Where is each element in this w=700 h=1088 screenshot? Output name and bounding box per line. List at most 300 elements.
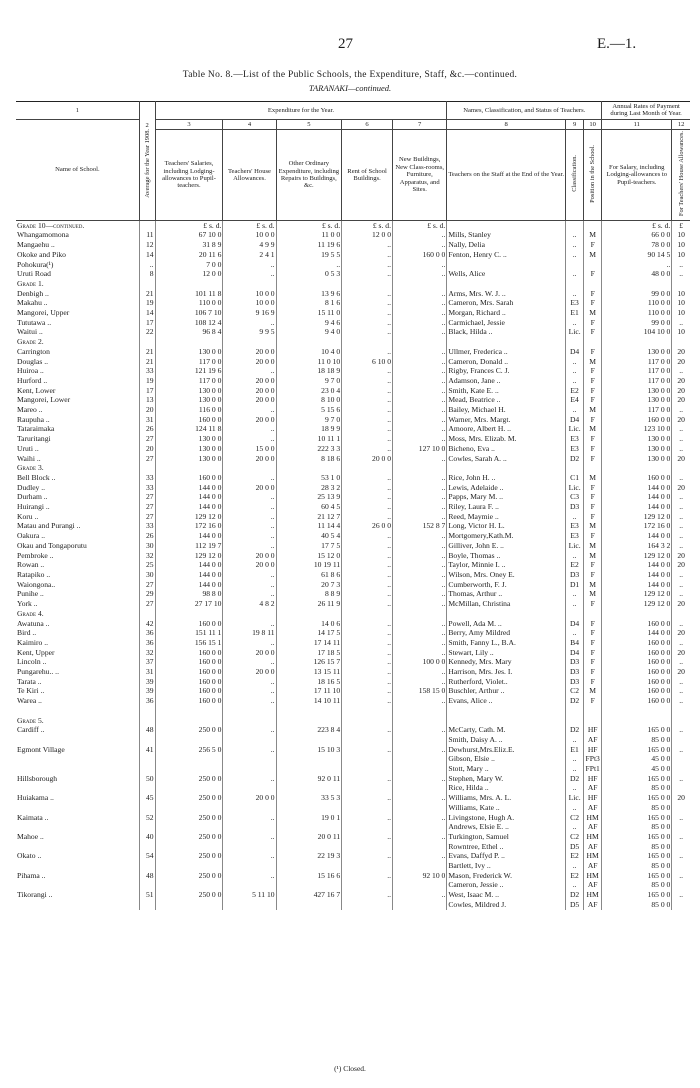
cell-nb: 158 15 0 <box>393 686 447 696</box>
cell-t8: Reed, Maymie .. <box>447 512 566 522</box>
cell-ha: .. <box>223 619 276 629</box>
cell-cl: D2 <box>566 890 584 900</box>
table-row <box>16 308 690 318</box>
cell-p: HF <box>584 774 602 784</box>
cell-a: 27 <box>139 434 155 444</box>
cell-ts: 250 0 0 <box>155 851 223 861</box>
cell-rent: .. <box>342 327 393 337</box>
table-row <box>16 871 690 881</box>
cell-cl: .. <box>566 357 584 367</box>
cell-n: Kaimata .. <box>16 813 139 823</box>
cell-hal: 10 <box>677 240 685 250</box>
cell-nb <box>393 764 447 774</box>
cell-hal: 10 <box>677 230 685 240</box>
cell-cl: C1 <box>566 473 584 483</box>
cell-cl: D3 <box>566 667 584 677</box>
cell-rent: .. <box>342 570 393 580</box>
cell-nb: .. <box>393 580 447 590</box>
cell-oe: 8 10 0 <box>276 395 342 405</box>
cell-ts: 27 17 10 <box>155 599 223 609</box>
series-code: E.—1. <box>597 36 637 52</box>
cell-cl: .. <box>566 589 584 599</box>
cell-a: 26 <box>139 424 155 434</box>
cell-p: F <box>584 677 602 687</box>
cell-ts: 160 0 0 <box>155 473 223 483</box>
cell-rent: .. <box>342 308 393 318</box>
cell-ha: .. <box>223 580 276 590</box>
cell-cl: E2 <box>566 560 584 570</box>
cell-t8: Gibson, Elsie .. <box>447 754 566 764</box>
cell-ts: 130 0 0 <box>155 347 223 357</box>
names-group-header: Names, Classification, and Status of Teachers. <box>447 102 602 120</box>
cell-ts: 31 8 9 <box>155 240 223 250</box>
cell-a: 54 <box>139 851 155 861</box>
cell-ha: .. <box>223 774 276 784</box>
table-row <box>16 745 690 755</box>
table-row <box>16 880 690 890</box>
cell-sal: 129 12 0 <box>602 551 672 561</box>
cell-p: FPt3 <box>585 754 600 764</box>
cell-ts <box>155 803 223 813</box>
cell-ha: .. <box>223 851 276 861</box>
cell-hal: .. <box>679 657 684 667</box>
table-row <box>16 512 690 522</box>
cell-sal: 165 0 0 <box>602 871 672 881</box>
table-row <box>16 492 690 502</box>
cell-cl: E3 <box>566 531 584 541</box>
table-row <box>16 483 690 493</box>
cell-hal <box>672 842 690 852</box>
cell-p: AF <box>584 842 602 852</box>
cell-ts: 130 0 0 <box>155 386 223 396</box>
cell-rent <box>342 764 393 774</box>
cell-ts: 156 15 1 <box>155 638 223 648</box>
cell-t8 <box>447 260 566 270</box>
cell-sal: 144 0 0 <box>602 628 672 638</box>
expenditure-group-header: Expenditure for the Year. <box>155 102 447 120</box>
cell-nb <box>393 735 447 745</box>
cell-n: Koru .. <box>16 512 139 522</box>
cell-ts: 67 10 0 <box>155 230 223 240</box>
cell-ts: 160 0 0 <box>155 415 223 425</box>
cell-hal <box>672 764 690 774</box>
cell-ts: 117 0 0 <box>155 376 223 386</box>
cell-oe: 13 9 6 <box>276 289 342 299</box>
cell-hal: .. <box>679 443 684 453</box>
cell-ts: 160 0 0 <box>155 619 223 629</box>
cell-rent: .. <box>342 657 393 667</box>
cell-oe: 11 19 6 <box>276 240 342 250</box>
cell-a: 11 <box>139 230 155 240</box>
cell-nb <box>393 803 447 813</box>
cell-ts <box>155 754 223 764</box>
cell-n: Punihe .. <box>16 589 139 599</box>
cell-oe: 8 18 6 <box>276 454 342 464</box>
cell-hal: 10 <box>677 298 685 308</box>
cell-n: Uruti Road <box>16 269 139 279</box>
cell-sal: 144 0 0 <box>602 570 672 580</box>
cell-ts: 160 0 0 <box>155 667 223 677</box>
cell-oe: 14 17 5 <box>276 628 342 638</box>
cell-nb: .. <box>393 289 447 299</box>
cell-t8: Kennedy, Mrs. Mary <box>447 657 566 667</box>
cell-hal: 10 <box>677 288 685 298</box>
cell-ha: .. <box>223 502 276 512</box>
cell-oe: 25 13 9 <box>276 492 342 502</box>
cell-rent: .. <box>342 832 393 842</box>
cell-ha: .. <box>223 686 276 696</box>
cell-t8: Wells, Alice <box>447 269 566 279</box>
cell-t8: Cameron, Mrs. Sarah <box>447 298 566 308</box>
cell-ts: 12 0 0 <box>155 269 223 279</box>
table-row <box>16 230 690 240</box>
cell-nb: .. <box>393 347 447 357</box>
table-row <box>16 589 690 599</box>
cell-t8: Mason, Frederick W. <box>447 871 566 881</box>
cell-cl: .. <box>566 783 584 793</box>
cell-sal: 160 0 0 <box>602 696 672 706</box>
cell-ha: .. <box>223 745 276 755</box>
cell-oe: 222 3 3 <box>276 444 342 454</box>
cell-ts <box>155 764 223 774</box>
cell-n: Bird .. <box>16 628 139 638</box>
cell-cl: D2 <box>566 696 584 706</box>
cell-sal: 160 0 0 <box>602 638 672 648</box>
cell-rent: .. <box>342 725 393 735</box>
cell-n: Te Kiri .. <box>16 686 139 696</box>
cell-nb: .. <box>393 308 447 318</box>
cell-sal: 160 0 0 <box>602 473 672 483</box>
cell-nb: .. <box>393 628 447 638</box>
cell-rent: .. <box>342 395 393 405</box>
cell-sal: 110 0 0 <box>602 308 672 318</box>
cell-ha: .. <box>223 366 276 376</box>
cell-ts: 129 12 0 <box>155 551 223 561</box>
cell-ts: 160 0 0 <box>155 657 223 667</box>
cell-a <box>139 842 155 852</box>
table-row <box>16 832 690 842</box>
cell-a: 42 <box>139 619 155 629</box>
cell-oe: 14 0 6 <box>276 619 342 629</box>
table-row <box>16 347 690 357</box>
cell-t8: Smith, Fanny L., B.A. <box>447 638 566 648</box>
cell-sal: 85 0 0 <box>602 861 672 871</box>
cell-hal <box>672 803 690 813</box>
cell-t8: Lewis, Adelaide .. <box>447 483 566 493</box>
cell-ha: 20 0 0 <box>223 395 276 405</box>
cell-n: Mangaehu .. <box>16 240 139 250</box>
cell-n: Oakura .. <box>16 531 139 541</box>
cell-ha: 20 0 0 <box>223 560 276 570</box>
cell-p: AF <box>584 735 602 745</box>
cell-nb: .. <box>393 667 447 677</box>
cell-t8: Mills, Stanley <box>447 230 566 240</box>
cell-oe: 19 5 5 <box>276 250 342 260</box>
cell-p: M <box>584 357 602 367</box>
table-row <box>16 803 690 813</box>
cell-a: 27 <box>139 512 155 522</box>
cell-p: F <box>584 619 602 629</box>
col-6-header: Rent of School Buildings. <box>342 130 393 220</box>
cell-n: Hurford .. <box>16 376 139 386</box>
cell-p: AF <box>584 880 602 890</box>
cell-cl: .. <box>566 318 584 328</box>
cell-a: 20 <box>139 444 155 454</box>
cell-t8: Powell, Ada M. .. <box>447 619 566 629</box>
table-row <box>16 318 690 328</box>
cell-p <box>584 260 602 270</box>
table-row <box>16 764 690 774</box>
table-row <box>16 696 690 706</box>
cell-rent: .. <box>342 415 393 425</box>
cell-p: M <box>584 424 602 434</box>
cell-cl: D3 <box>566 677 584 687</box>
table-row <box>16 570 690 580</box>
table-row <box>16 289 690 299</box>
cell-a: 8 <box>139 269 155 279</box>
cell-nb: .. <box>393 851 447 861</box>
cell-cl: D3 <box>566 570 584 580</box>
cell-sal: 85 0 0 <box>602 842 672 852</box>
cell-ts <box>155 822 223 832</box>
cell-t8: Taylor, Minnie I. .. <box>447 560 566 570</box>
cell-ts: 20 11 6 <box>155 250 223 260</box>
table-row <box>16 541 690 551</box>
cell-p: F <box>584 512 602 522</box>
cell-ha: 20 0 0 <box>223 357 276 367</box>
cell-n: Tututawa .. <box>16 318 139 328</box>
cell-nb: .. <box>393 774 447 784</box>
cell-n: Denbigh .. <box>16 289 139 299</box>
cell-t8: Boyle, Thomas .. <box>447 551 566 561</box>
cell-oe: 40 5 4 <box>276 531 342 541</box>
cell-a: 19 <box>139 376 155 386</box>
cell-ts: 112 19 7 <box>155 541 223 551</box>
cell-t8: Wilson, Mrs. Oney E. <box>447 570 566 580</box>
cell-hal: 20 <box>677 395 685 405</box>
cell-rent <box>342 754 393 764</box>
cell-n: Lincoln .. <box>16 657 139 667</box>
cell-ha: .. <box>223 405 276 415</box>
cell-a: 51 <box>139 890 155 900</box>
table-row <box>16 415 690 425</box>
cell-t8: Williams, Mrs. A. L. <box>447 793 566 803</box>
cell-rent: .. <box>342 648 393 658</box>
cell-cl: Lic. <box>566 483 584 493</box>
cell-hal: .. <box>679 812 684 822</box>
cell-hal: 10 <box>677 308 685 318</box>
cell-cl: D2 <box>566 774 584 784</box>
cell-t8: Amoore, Albert H. .. <box>447 424 566 434</box>
cell-ts <box>155 783 223 793</box>
table-row <box>16 405 690 415</box>
cell-ts: 250 0 0 <box>155 725 223 735</box>
cell-rent <box>342 822 393 832</box>
cell-oe: 10 4 0 <box>276 347 342 357</box>
cell-t8: Nally, Delia <box>447 240 566 250</box>
cell-p: F <box>584 318 602 328</box>
cell-nb: .. <box>393 502 447 512</box>
cell-nb: .. <box>393 793 447 803</box>
cell-nb <box>393 754 447 764</box>
cell-cl: .. <box>566 599 584 609</box>
cell-ha: .. <box>223 813 276 823</box>
cell-n: Mangorei, Lower <box>16 395 139 405</box>
cell-hal: .. <box>679 851 684 861</box>
cell-rent: .. <box>342 813 393 823</box>
cell-n: Whangamomona <box>16 230 139 240</box>
grade-heading-row <box>16 279 690 289</box>
cell-sal: 144 0 0 <box>602 531 672 541</box>
cell-p: F <box>584 648 602 658</box>
cell-t8: Warner, Mrs. Margt. <box>447 415 566 425</box>
cell-t8: Gilliver, John E. .. <box>447 541 566 551</box>
table-row <box>16 521 690 531</box>
cell-ha: .. <box>223 260 276 270</box>
cell-rent: .. <box>342 512 393 522</box>
cell-p: AF <box>584 861 602 871</box>
cell-p: F <box>584 599 602 609</box>
cell-hal: 20 <box>677 667 685 677</box>
cell-a: 21 <box>139 289 155 299</box>
grade-label: Grade 2. <box>16 337 139 347</box>
cell-t8: Dewhurst,Mrs.Eliz.E. <box>447 745 566 755</box>
cell-sal: 48 0 0 <box>602 269 672 279</box>
cell-rent: .. <box>342 560 393 570</box>
cell-ts: 130 0 0 <box>155 395 223 405</box>
table-title: Table No. 8.—List of the Public Schools, the Expenditure, Staff, &c.—continued. <box>182 70 518 80</box>
cell-oe <box>276 803 342 813</box>
cell-sal: 165 0 0 <box>602 745 672 755</box>
table-row <box>16 822 690 832</box>
cell-p: M <box>584 686 602 696</box>
cell-sal: 90 14 5 <box>602 250 672 260</box>
cell-oe: 17 14 11 <box>276 638 342 648</box>
cell-rent: .. <box>342 318 393 328</box>
cell-a <box>139 822 155 832</box>
cell-cl: .. <box>566 754 584 764</box>
cell-cl: .. <box>566 628 584 638</box>
cell-rent: .. <box>342 599 393 609</box>
cell-rent: .. <box>342 289 393 299</box>
grade-label: Grade 5. <box>16 716 139 726</box>
cell-ha: 20 0 0 <box>223 483 276 493</box>
cell-hal: 10 <box>677 327 685 337</box>
cell-nb: .. <box>393 230 447 240</box>
cell-nb: .. <box>393 813 447 823</box>
cell-ha: .. <box>223 657 276 667</box>
cell-rent: .. <box>342 628 393 638</box>
cell-n: Tikorangi .. <box>16 890 139 900</box>
cell-p: F <box>584 492 602 502</box>
cell-cl: .. <box>566 366 584 376</box>
cell-t8: Rice, John H. .. <box>447 473 566 483</box>
cell-hal: .. <box>679 618 684 628</box>
table-row <box>16 774 690 784</box>
cell-oe <box>276 735 342 745</box>
cell-t8: Rutherford, Violet.. <box>447 677 566 687</box>
cell-p: F <box>584 240 602 250</box>
cell-oe <box>276 822 342 832</box>
cell-ha: .. <box>223 725 276 735</box>
cell-sal: 130 0 0 <box>602 386 672 396</box>
cell-hal: .. <box>679 424 684 434</box>
cell-n: Pembroke .. <box>16 551 139 561</box>
table-row <box>16 599 690 609</box>
cell-rent: .. <box>342 619 393 629</box>
cell-t8: Carmichael, Jessie <box>447 318 566 328</box>
cell-t8: Papps, Mary M. .. <box>447 492 566 502</box>
cell-cl: D4 <box>566 347 584 357</box>
grade-label: Grade 3. <box>16 463 139 473</box>
cell-cl: C2 <box>566 813 584 823</box>
cell-rent: .. <box>342 793 393 803</box>
cell-hal: .. <box>679 725 684 735</box>
cell-a: 17 <box>139 318 155 328</box>
cell-n: Kent, Upper <box>16 648 139 658</box>
table-row <box>16 735 690 745</box>
cell-rent: .. <box>342 405 393 415</box>
cell-sal: 172 16 0 <box>602 521 672 531</box>
cell-rent <box>342 861 393 871</box>
cell-nb: 152 8 7 <box>393 521 447 531</box>
cell-cl: .. <box>566 822 584 832</box>
cell-n: Kaimiro .. <box>16 638 139 648</box>
cell-hal <box>672 783 690 793</box>
cell-ha: 20 0 0 <box>223 376 276 386</box>
cell-ts: 108 12 4 <box>155 318 223 328</box>
cell-p: F <box>584 560 602 570</box>
cell-n: Bell Block .. <box>16 473 139 483</box>
cell-oe: 20 7 3 <box>276 580 342 590</box>
cell-cl: D2 <box>566 725 584 735</box>
table-row <box>16 531 690 541</box>
cell-hal: .. <box>679 511 684 521</box>
cell-p: F <box>584 454 602 464</box>
cell-cl: B4 <box>566 638 584 648</box>
cell-t8: West, Isaac M. .. <box>447 890 566 900</box>
cell-nb: .. <box>393 832 447 842</box>
cell-ts <box>155 880 223 890</box>
cell-nb: .. <box>393 483 447 493</box>
cell-ts: 129 12 0 <box>155 512 223 522</box>
cell-n <box>16 861 139 871</box>
cell-rent: 26 0 0 <box>342 521 393 531</box>
cell-oe: 18 16 5 <box>276 677 342 687</box>
cell-ts: 98 8 0 <box>155 589 223 599</box>
cell-sal: 165 0 0 <box>602 813 672 823</box>
cell-a: 25 <box>139 560 155 570</box>
cell-nb: .. <box>393 541 447 551</box>
cell-t8: Cameron, Jessie .. <box>447 880 566 890</box>
cell-sal: 144 0 0 <box>602 502 672 512</box>
cell-sal: 117 0 0 <box>602 376 672 386</box>
cell-t8: Stewart, Lily .. <box>447 648 566 658</box>
cell-ts <box>155 861 223 871</box>
cell-ha: .. <box>223 473 276 483</box>
cell-nb: 100 0 0 <box>393 657 447 667</box>
cell-hal: .. <box>679 317 684 327</box>
cell-n: Waiongona.. <box>16 580 139 590</box>
cell-oe: 17 18 5 <box>276 648 342 658</box>
cell-nb: .. <box>393 725 447 735</box>
cell-n <box>16 842 139 852</box>
cell-cl: .. <box>566 735 584 745</box>
cell-ts: 110 0 0 <box>155 298 223 308</box>
table-row <box>16 502 690 512</box>
cell-hal: .. <box>679 540 684 550</box>
cell-rent: .. <box>342 347 393 357</box>
